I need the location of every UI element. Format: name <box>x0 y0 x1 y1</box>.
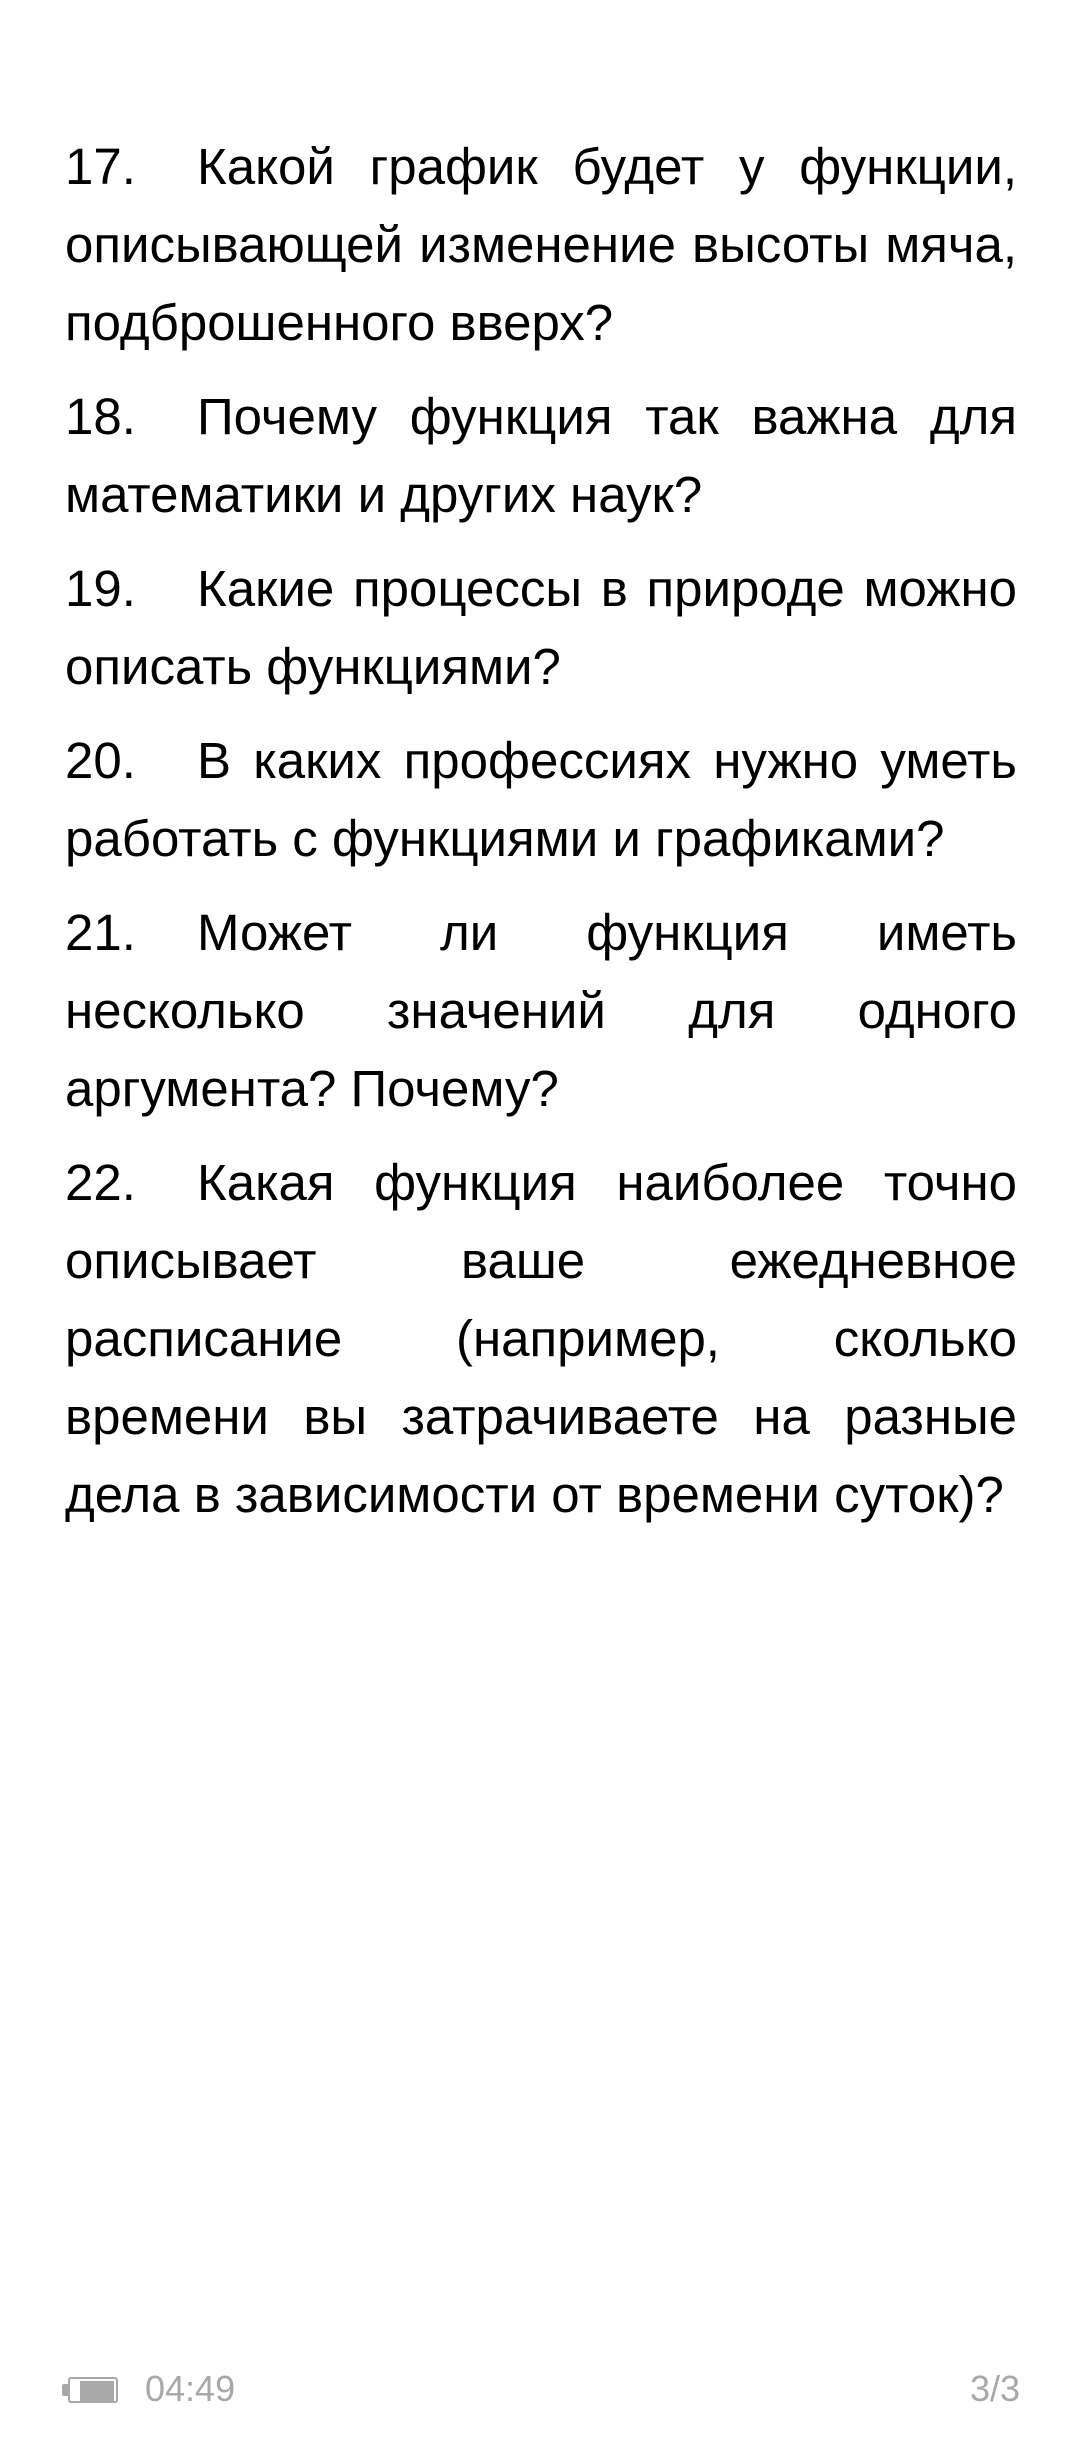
question-number: 21. <box>65 904 136 961</box>
question-number: 18. <box>65 388 136 445</box>
question-text: В каких профессиях нужно уметь работать с функциями и графиками? <box>65 732 1017 867</box>
clock-time: 04:49 <box>145 2368 236 2409</box>
question-text: Какой график будет у функции, описывающей изменение высоты мяча, подброшенного вверх? <box>65 138 1017 351</box>
question-item <box>65 128 1017 362</box>
question-number: 20. <box>65 732 136 789</box>
question-item <box>65 1144 1017 1534</box>
question-text: Может ли функция иметь несколько значений для одного аргумента? Почему? <box>65 904 1017 1117</box>
question-item <box>65 550 1017 706</box>
question-item <box>65 378 1017 534</box>
question-number: 22. <box>65 1154 136 1211</box>
question-text: Какая функция наиболее точно описывает ваше ежедневное расписание (например, сколько времени вы затрачиваете на разные дела в зависимости от времени суток)? <box>65 1154 1017 1523</box>
document-page[interactable] <box>65 128 1017 1550</box>
question-text: Почему функция так важна для математики и других наук? <box>65 388 1017 523</box>
question-number: 17. <box>65 138 136 195</box>
reader-status-bar <box>0 2360 1080 2420</box>
question-item <box>65 722 1017 878</box>
battery-icon <box>62 2377 124 2407</box>
page-indicator: 3/3 <box>969 2368 1020 2409</box>
battery-level <box>80 2381 114 2403</box>
question-item <box>65 894 1017 1128</box>
question-text: Какие процессы в природе можно описать функциями? <box>65 560 1017 695</box>
question-number: 19. <box>65 560 136 617</box>
